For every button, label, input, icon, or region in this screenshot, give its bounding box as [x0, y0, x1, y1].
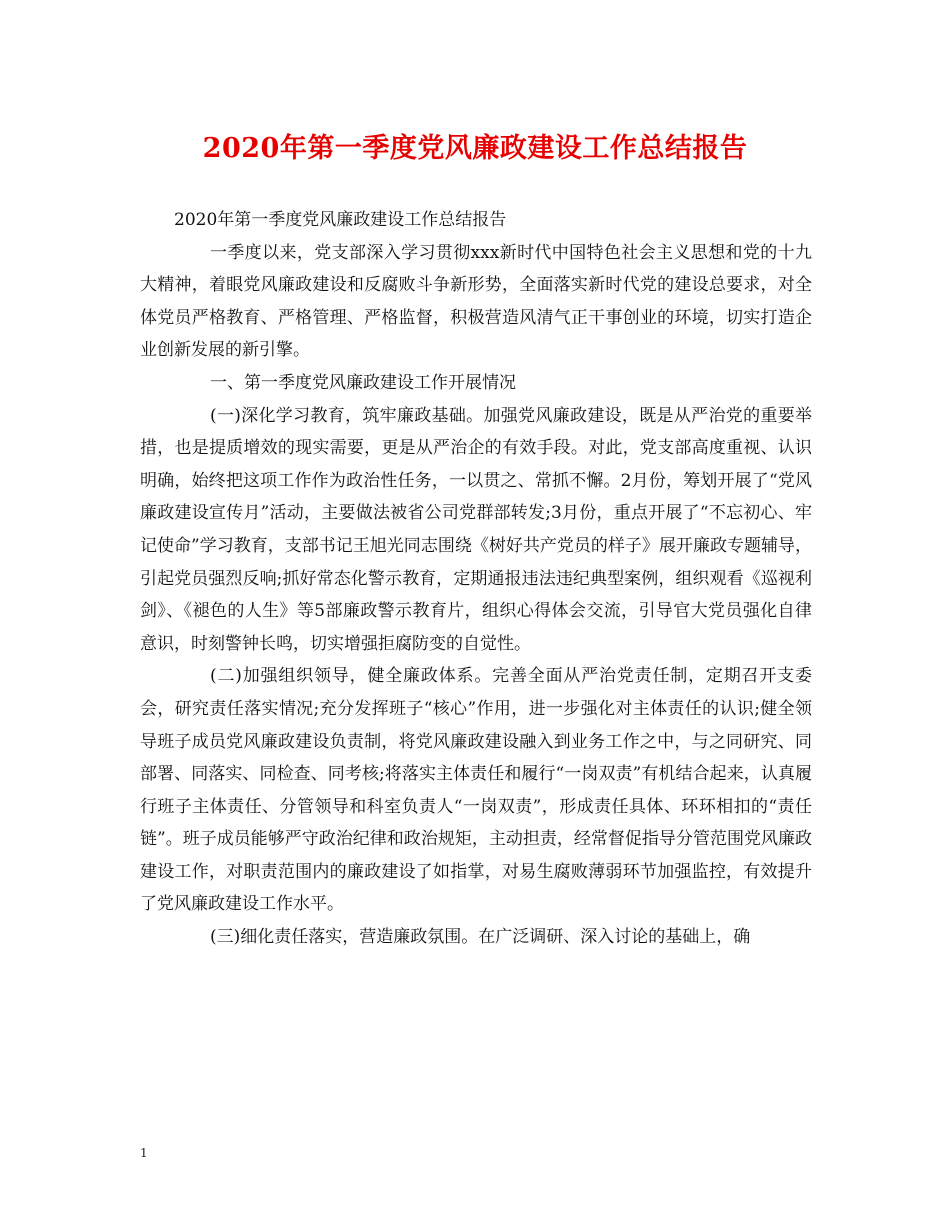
paragraph-intro: 一季度以来，党支部深入学习贯彻xxx新时代中国特色社会主义思想和党的十九大精神，着眼党风廉政建设和反腐败斗争新形势，全面落实新时代党的建设总要求，对全体党员严格教育、严格管理、严格监督，积极营造风清气正干事创业的环境，切实打造企业创新发展的新引擎。	[140, 242, 812, 361]
document-subtitle: 2020年第一季度党风廉政建设工作总结报告	[174, 210, 507, 230]
paragraph-section-3: (三)细化责任落实，营造廉政氛围。在广泛调研、深入讨论的基础上，确	[210, 927, 751, 948]
document-title: 2020年第一季度党风廉政建设工作总结报告	[202, 133, 748, 164]
paragraph-section-2: (二)加强组织领导，健全廉政体系。完善全面从严治党责任制，定期召开支委会，研究责任落实情况;充分发挥班子“核心”作用，进一步强化对主体责任的认识;健全领导班子成员党风廉政建设负责制，将党风廉政建设融入到业务工作之中，与之同研究、同部署、同落实、同检查、同考核;将落实主体责任和履行“一岗双责”有机结合起来，认真履行班子主体责任、分管领导和科室负责人“一岗双责”，形成责任具体、环环相扣的“责任链”。班子成员能够严守政治纪律和政治规矩，主动担责，经常督促指导分管范围党风廉政建设工作，对职责范围内的廉政建设了如指掌，对易生腐败薄弱环节加强监控，有效提升了党风廉政建设工作水平。	[140, 666, 812, 915]
section-heading-1: 一、第一季度党风廉政建设工作开展情况	[210, 372, 516, 393]
paragraph-section-1: (一)深化学习教育，筑牢廉政基础。加强党风廉政建设，既是从严治党的重要举措，也是提质增效的现实需要，更是从严治企的有效手段。对此，党支部高度重视、认识明确，始终把这项工作作为政治性任务，一以贯之、常抓不懈。2月份，筹划开展了“党风廉政建设宣传月”活动，主要做法被省公司党群部转发;3月份，重点开展了“不忘初心、牢记使命”学习教育，支部书记王旭光同志围绕《树好共产党员的样子》展开廉政专题辅导，引起党员强烈反响;抓好常态化警示教育，定期通报违法违纪典型案例，组织观看《巡视利剑》、《褪色的人生》等5部廉政警示教育片，组织心得体会交流，引导官大党员强化自律意识，时刻警钟长鸣，切实增强拒腐防变的自觉性。	[140, 405, 812, 654]
page-number: 1	[140, 1146, 148, 1160]
document-body	[140, 204, 812, 954]
